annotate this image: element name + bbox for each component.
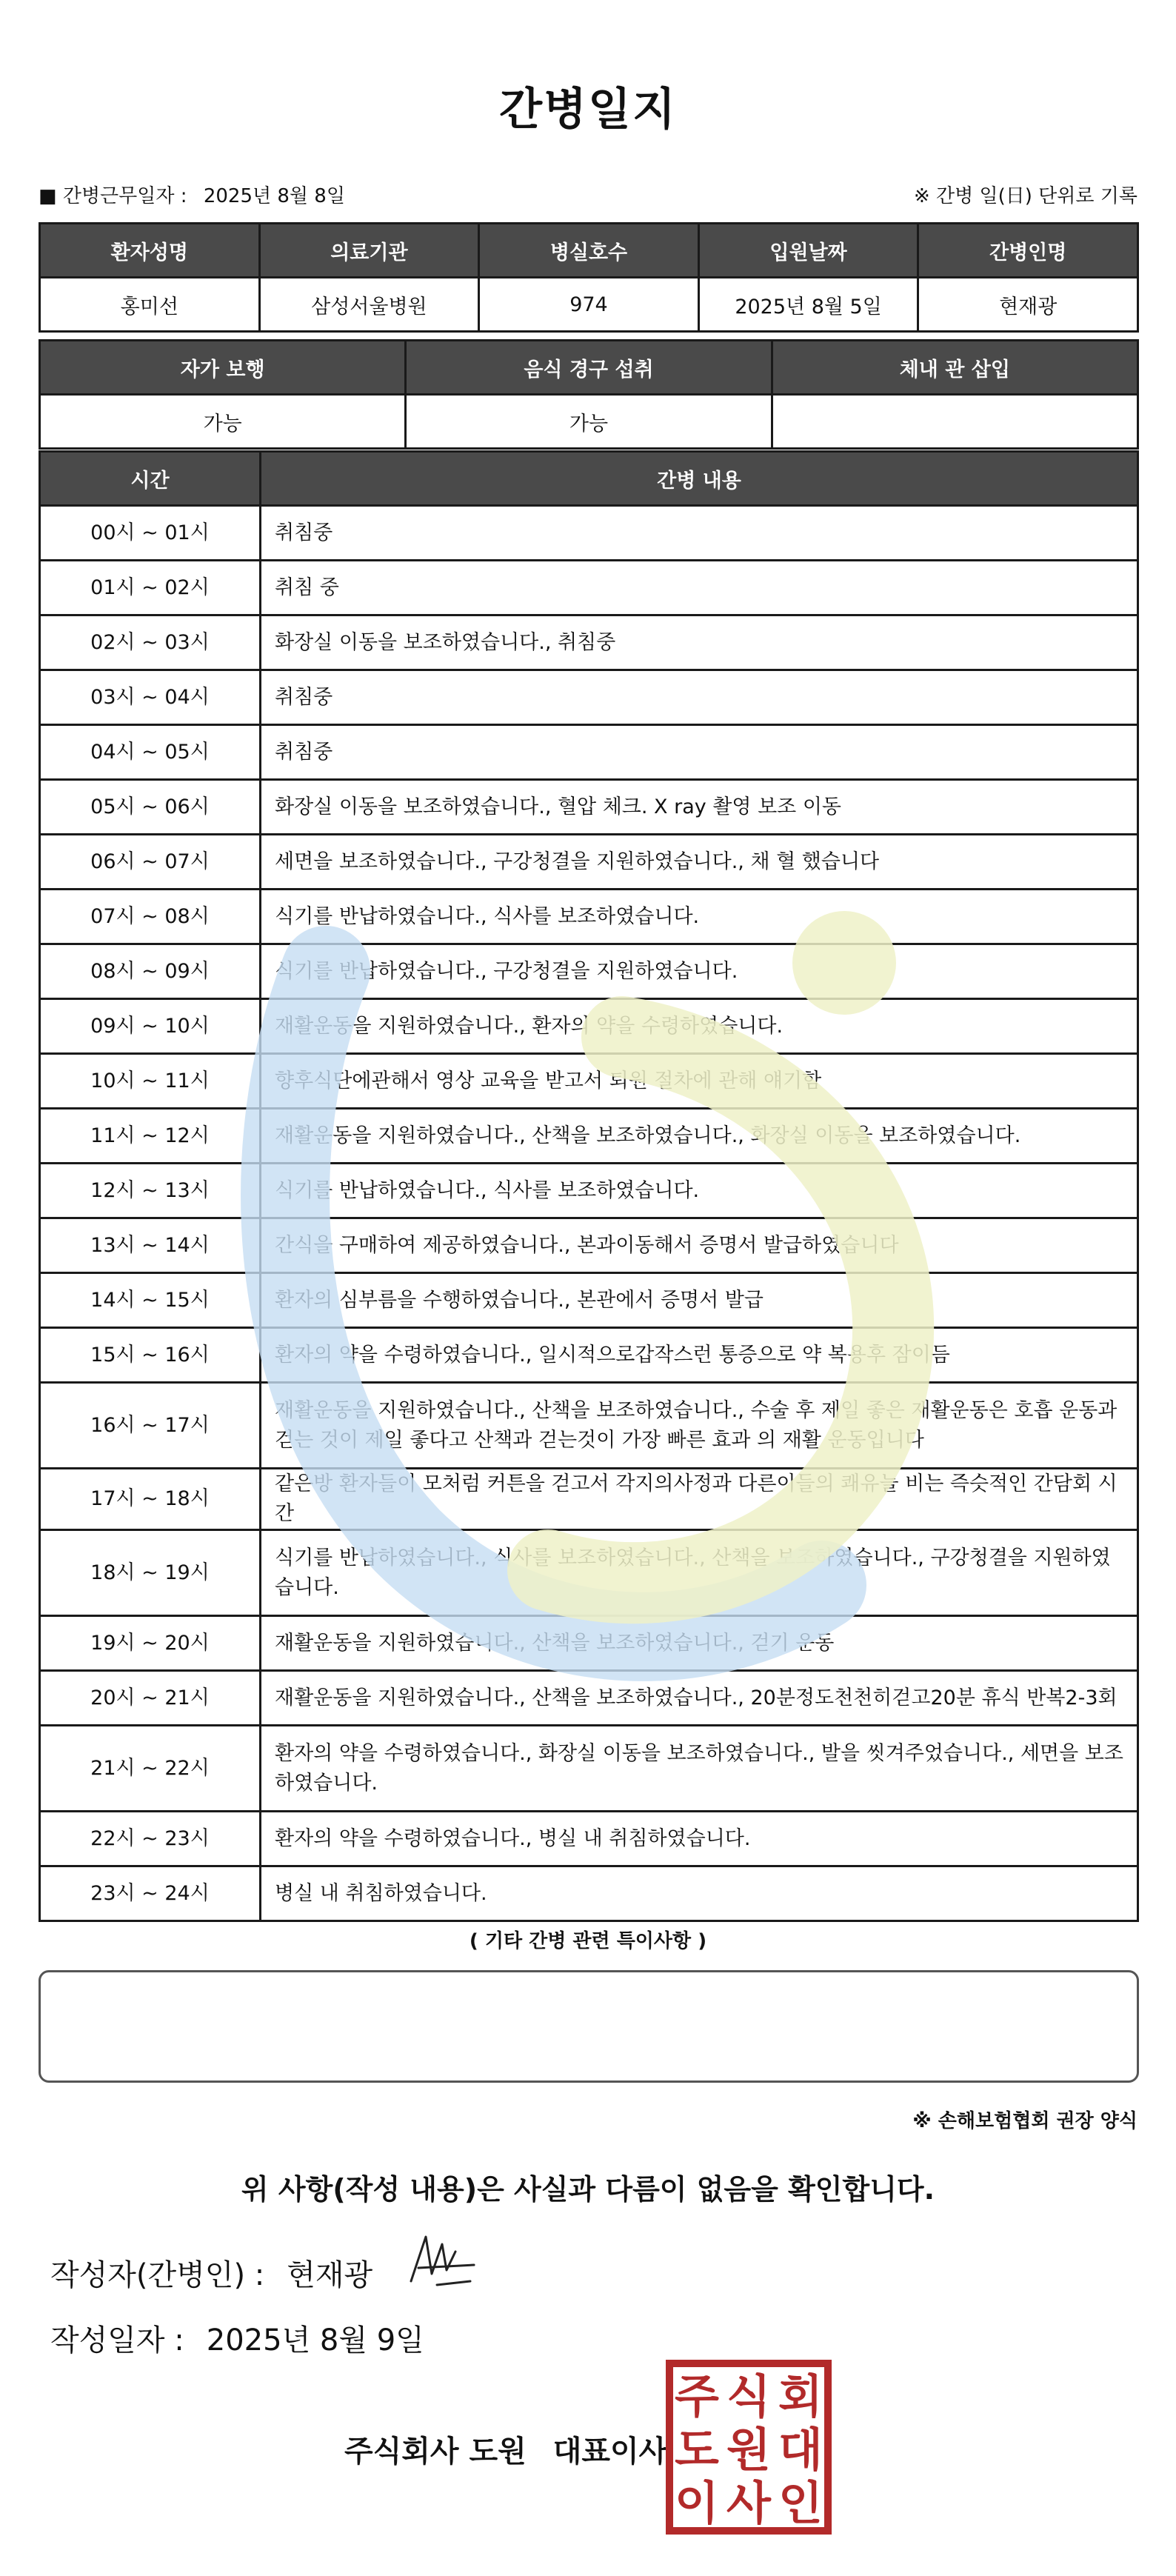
log-time: 21시 ~ 22시 bbox=[40, 1726, 261, 1812]
log-time: 04시 ~ 05시 bbox=[40, 725, 261, 780]
table-row bbox=[40, 890, 1138, 944]
patient-name: 홍미선 bbox=[40, 278, 260, 332]
log-content: 취침중 bbox=[261, 506, 1138, 561]
care-log-table bbox=[39, 450, 1139, 1922]
log-content: 식기를 반납하였습니다., 식사를 보조하였습니다. bbox=[261, 890, 1138, 944]
writer-line bbox=[50, 2252, 372, 2294]
log-content: 같은방 환자들이 모처럼 커튼을 걷고서 각지의사정과 다른이들의 쾌유늘 비는 즉슷적인 간담회 시간 bbox=[261, 1469, 1138, 1530]
log-content: 재활운동을 지원하였습니다., 산책을 보조하였습니다., 화장실 이동을 보조하였습니다. bbox=[261, 1109, 1138, 1164]
log-time: 18시 ~ 19시 bbox=[40, 1530, 261, 1616]
svg-text:원: 원 bbox=[726, 2423, 771, 2477]
header-oral-intake: 음식 경구 섭취 bbox=[406, 341, 772, 395]
log-content: 세면을 보조하였습니다., 구강청결을 지원하였습니다., 채 혈 했습니다 bbox=[261, 835, 1138, 890]
table-row bbox=[40, 1866, 1138, 1921]
notes-title: ( 기타 간병 관련 특이사항 ) bbox=[469, 1930, 707, 1952]
company-seal bbox=[665, 2359, 832, 2535]
company-line bbox=[344, 2428, 667, 2470]
log-time: 13시 ~ 14시 bbox=[40, 1218, 261, 1273]
table-row bbox=[40, 835, 1138, 890]
log-time: 01시 ~ 02시 bbox=[40, 561, 261, 615]
log-content: 취침중 bbox=[261, 670, 1138, 725]
svg-text:인: 인 bbox=[778, 2476, 823, 2530]
svg-text:도: 도 bbox=[675, 2423, 719, 2477]
log-time: 05시 ~ 06시 bbox=[40, 780, 261, 835]
table-row bbox=[40, 1671, 1138, 1726]
writer-name: 현재광 bbox=[287, 2258, 373, 2292]
writer-label: 작성자(간병인) : bbox=[50, 2258, 265, 2292]
patient-info-table bbox=[39, 222, 1139, 333]
notes-box bbox=[39, 1970, 1139, 2083]
header-hospital: 의료기관 bbox=[259, 224, 479, 278]
work-date-label: ■ 간병근무일자 : bbox=[39, 185, 187, 207]
log-time: 20시 ~ 21시 bbox=[40, 1671, 261, 1726]
svg-text:이: 이 bbox=[675, 2476, 719, 2530]
log-time: 17시 ~ 18시 bbox=[40, 1469, 261, 1530]
log-time: 03시 ~ 04시 bbox=[40, 670, 261, 725]
company-name: 주식회사 도원 bbox=[344, 2435, 527, 2469]
log-content: 환자의 약을 수령하였습니다., 일시적으로갑작스런 통증으로 약 복용후 잠이듬 bbox=[261, 1328, 1138, 1383]
table-row bbox=[40, 1469, 1138, 1530]
log-content: 식기를 반납하였습니다., 구강청결을 지원하였습니다. bbox=[261, 944, 1138, 999]
log-time: 09시 ~ 10시 bbox=[40, 999, 261, 1054]
signature bbox=[404, 2229, 478, 2296]
log-time: 08시 ~ 09시 bbox=[40, 944, 261, 999]
room-number: 974 bbox=[479, 278, 699, 332]
log-content: 화장실 이동을 보조하였습니다., 취침중 bbox=[261, 615, 1138, 670]
log-content: 환자의 심부름을 수행하였습니다., 본관에서 증명서 발급 bbox=[261, 1273, 1138, 1328]
oral-intake-status: 가능 bbox=[406, 395, 772, 449]
table-row bbox=[40, 780, 1138, 835]
header-patient-name: 환자성명 bbox=[40, 224, 260, 278]
caregiver-name: 현재광 bbox=[918, 278, 1138, 332]
log-time: 12시 ~ 13시 bbox=[40, 1164, 261, 1218]
svg-text:식: 식 bbox=[726, 2369, 771, 2423]
header-room: 병실호수 bbox=[479, 224, 699, 278]
table-row bbox=[40, 670, 1138, 725]
table-row bbox=[40, 944, 1138, 999]
recommend-note: ※ 손해보험협회 권장 양식 bbox=[912, 2110, 1137, 2132]
table-row bbox=[40, 725, 1138, 780]
table-row bbox=[40, 1218, 1138, 1273]
log-time: 15시 ~ 16시 bbox=[40, 1328, 261, 1383]
log-time: 22시 ~ 23시 bbox=[40, 1812, 261, 1866]
log-content: 병실 내 취침하였습니다. bbox=[261, 1866, 1138, 1921]
log-time: 02시 ~ 03시 bbox=[40, 615, 261, 670]
log-time: 10시 ~ 11시 bbox=[40, 1054, 261, 1109]
table-row bbox=[40, 1054, 1138, 1109]
page-title: 간병일지 bbox=[499, 84, 677, 136]
log-time: 14시 ~ 15시 bbox=[40, 1273, 261, 1328]
log-time: 06시 ~ 07시 bbox=[40, 835, 261, 890]
table-row bbox=[40, 1328, 1138, 1383]
log-content: 재활운동을 지원하였습니다., 산책을 보조하였습니다., 걷기 운동 bbox=[261, 1616, 1138, 1671]
log-time: 19시 ~ 20시 bbox=[40, 1616, 261, 1671]
table-row bbox=[40, 615, 1138, 670]
header-caregiver: 간병인명 bbox=[918, 224, 1138, 278]
table-row bbox=[40, 506, 1138, 561]
log-content: 재활운동을 지원하였습니다., 산책을 보조하였습니다., 20분정도천천히걷고20분 휴식 반복2-3회 bbox=[261, 1671, 1138, 1726]
header-care-content: 간병 내용 bbox=[261, 452, 1138, 506]
log-content: 식기를 반납하였습니다., 식사를 보조하였습니다. bbox=[261, 1164, 1138, 1218]
svg-text:대: 대 bbox=[778, 2423, 823, 2477]
table-row bbox=[40, 1383, 1138, 1469]
log-content: 식기를 반납하였습니다., 식사를 보조하였습니다., 산책을 보조하였습니다., 구강청결을 지원하였습니다. bbox=[261, 1530, 1138, 1616]
table-row bbox=[40, 1109, 1138, 1164]
table-row bbox=[40, 1530, 1138, 1616]
svg-text:회: 회 bbox=[778, 2369, 823, 2423]
table-row bbox=[40, 1726, 1138, 1812]
table-row bbox=[40, 1616, 1138, 1671]
unit-note: ※ 간병 일(日) 단위로 기록 bbox=[913, 185, 1137, 207]
work-date-value: 2025년 8월 8일 bbox=[203, 185, 345, 207]
table-row bbox=[40, 1812, 1138, 1866]
company-title: 대표이사 bbox=[552, 2435, 668, 2469]
write-date-value: 2025년 8월 9일 bbox=[206, 2323, 424, 2358]
walking-status: 가능 bbox=[40, 395, 406, 449]
log-content: 취침중 bbox=[261, 725, 1138, 780]
table-row bbox=[40, 561, 1138, 615]
log-time: 16시 ~ 17시 bbox=[40, 1383, 261, 1469]
log-content: 화장실 이동을 보조하였습니다., 혈압 체크. X ray 촬영 보조 이동 bbox=[261, 780, 1138, 835]
table-row bbox=[40, 1273, 1138, 1328]
log-content: 재활운동을 지원하였습니다., 산책을 보조하였습니다., 수술 후 제일 좋은 재활운동은 호흡 운동과 걷는 것이 제일 좋다고 산책과 걷는것이 가장 빠른 효과 의 재활 운동입니다 bbox=[261, 1383, 1138, 1469]
write-date-label: 작성일자 : bbox=[50, 2323, 184, 2358]
header-time: 시간 bbox=[40, 452, 261, 506]
log-time: 11시 ~ 12시 bbox=[40, 1109, 261, 1164]
log-content: 취침 중 bbox=[261, 561, 1138, 615]
table-row bbox=[40, 1164, 1138, 1218]
tube-status bbox=[772, 395, 1137, 449]
work-date bbox=[39, 181, 345, 208]
admission-date: 2025년 8월 5일 bbox=[698, 278, 918, 332]
log-content: 환자의 약을 수령하였습니다., 병실 내 취침하였습니다. bbox=[261, 1812, 1138, 1866]
svg-text:주: 주 bbox=[675, 2369, 719, 2423]
confirmation-statement: 위 사항(작성 내용)은 사실과 다름이 없음을 확인합니다. bbox=[241, 2173, 935, 2206]
svg-text:사: 사 bbox=[726, 2476, 771, 2530]
header-walking: 자가 보행 bbox=[40, 341, 406, 395]
patient-status-table bbox=[39, 339, 1139, 450]
header-tube: 체내 관 삽입 bbox=[772, 341, 1137, 395]
log-content: 재활운동을 지원하였습니다., 환자의 약을 수령하였습니다. bbox=[261, 999, 1138, 1054]
write-date-line bbox=[50, 2317, 424, 2359]
table-row bbox=[40, 999, 1138, 1054]
header-admission-date: 입원날짜 bbox=[698, 224, 918, 278]
hospital: 삼성서울병원 bbox=[259, 278, 479, 332]
log-content: 간식을 구매하여 제공하였습니다., 본과이동해서 증명서 발급하였습니다 bbox=[261, 1218, 1138, 1273]
log-time: 23시 ~ 24시 bbox=[40, 1866, 261, 1921]
log-time: 07시 ~ 08시 bbox=[40, 890, 261, 944]
log-content: 향후식단에관해서 영상 교육을 받고서 퇴원 절차에 관해 얘기함 bbox=[261, 1054, 1138, 1109]
log-time: 00시 ~ 01시 bbox=[40, 506, 261, 561]
log-content: 환자의 약을 수령하였습니다., 화장실 이동을 보조하였습니다., 발을 씻겨주었습니다., 세면을 보조하였습니다. bbox=[261, 1726, 1138, 1812]
